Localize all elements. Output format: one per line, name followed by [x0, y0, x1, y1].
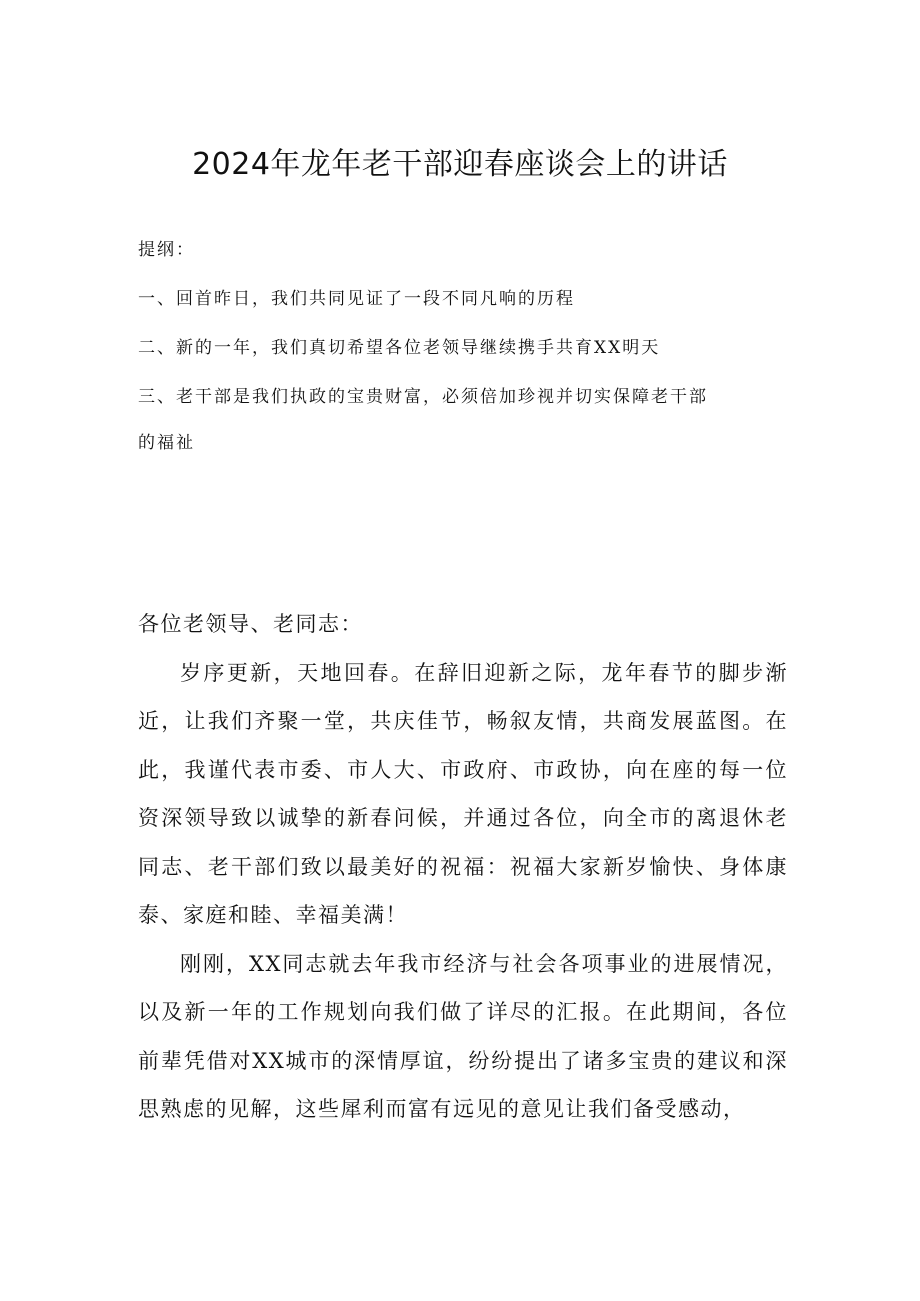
document-title: 2024年龙年老干部迎春座谈会上的讲话 — [192, 147, 728, 182]
paragraph-2: 刚刚，XX同志就去年我市经济与社会各项事业的进展情况，以及新一年的工作规划向我们做了详尽的汇报。在此期间，各位前辈凭借对XX城市的深情厚谊，纷纷提出了诸多宝贵的建议和深思熟虑的见解，这些犀利而富有远见的意见让我们备受感动， — [138, 951, 788, 1121]
outline-item-2: 二、新的一年，我们真切希望各位老领导继续携手共育XX明天 — [138, 338, 661, 358]
paragraph-1: 岁序更新，天地回春。在辞旧迎新之际，龙年春节的脚步渐近，让我们齐聚一堂，共庆佳节，畅叙友情，共商发展蓝图。在此，我谨代表市委、市人大、市政府、市政协，向在座的每一位资深领导致以诚挚的新春问候，并通过各位，向全市的离退休老同志、老干部们致以最美好的祝福：祝福大家新岁愉快、身体康泰、家庭和睦、幸福美满！ — [138, 660, 788, 927]
outline-item-3: 三、老干部是我们执政的宝贵财富，必须倍加珍视并切实保障老干部 — [138, 387, 708, 407]
outline-heading: 提纲： — [138, 240, 195, 260]
outline-section — [138, 238, 778, 455]
outline-item-3-continued: 的福祉 — [138, 433, 195, 453]
salutation: 各位老领导、老同志： — [138, 612, 363, 636]
outline-item-1: 一、回首昨日，我们共同见证了一段不同凡响的历程 — [138, 289, 575, 309]
speech-body — [138, 600, 788, 1134]
